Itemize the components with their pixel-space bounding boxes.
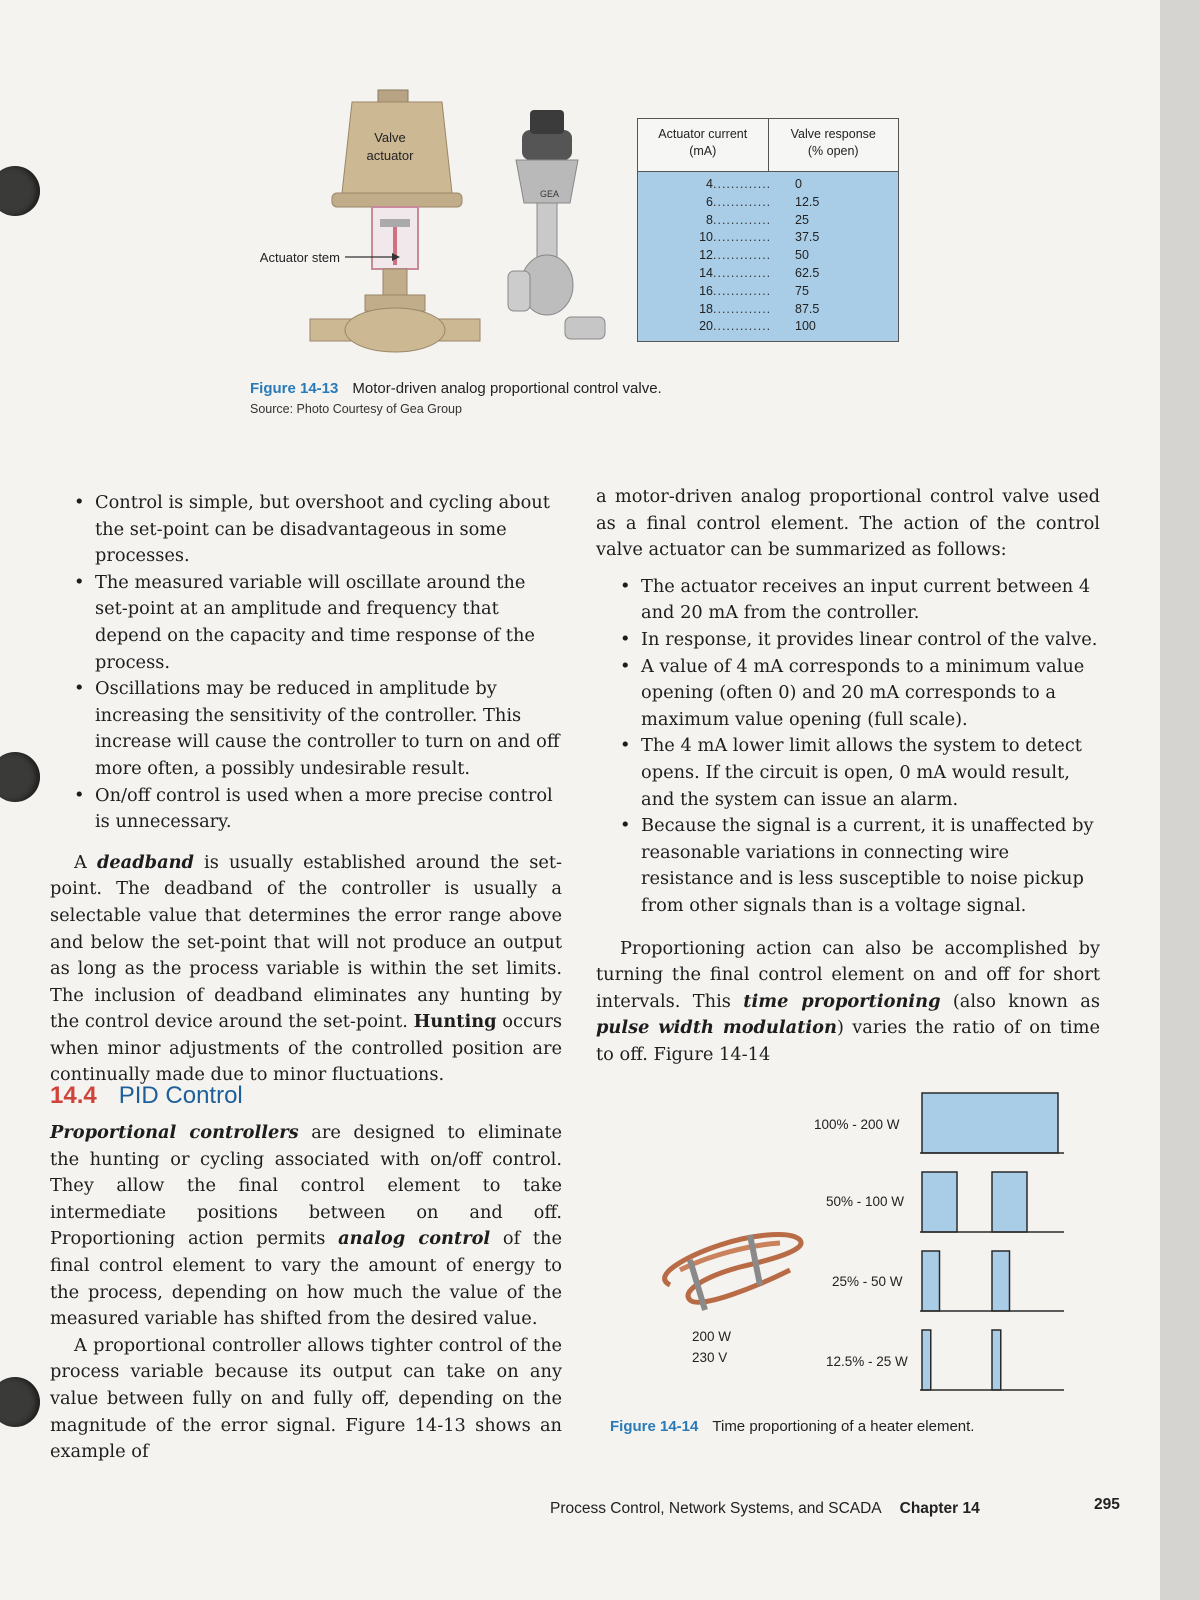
valve-actuator-label: Valve <box>374 130 406 145</box>
table-row <box>638 318 898 336</box>
current-cell: 4 <box>706 177 713 191</box>
list-item: • Because the signal is a current, it is unaffected by reasonable variations in connecting wire resistance and is less susceptible to noise pickup from other signals than is a voltage signal. <box>596 813 1100 919</box>
right-column <box>596 484 1100 1068</box>
left-bullet-list <box>50 490 562 836</box>
current-cell: 18 <box>699 301 713 316</box>
list-item: • The actuator receives an input current between 4 and 20 mA from the controller. <box>596 574 1100 627</box>
table-row <box>638 265 898 283</box>
intro-paragraph: a motor-driven analog proportional control valve used as a final control element. The action of the control valve actuator can be summarized as follows: <box>596 486 1100 561</box>
list-item: • In response, it provides linear control of the valve. <box>596 627 1100 654</box>
chapter-label: Chapter 14 <box>899 1500 980 1517</box>
section-heading: 14.4 PID Control <box>50 1082 243 1109</box>
page-number: 295 <box>1094 1496 1120 1513</box>
binder-hole <box>0 1377 40 1427</box>
response-cell: 50 <box>795 248 809 263</box>
pwm-pulse <box>992 1251 1010 1311</box>
waveform-label: 50% - 100 W <box>826 1194 905 1209</box>
figure-14-13-caption: Figure 14-13 Motor-driven analog proportional control valve. <box>250 380 662 397</box>
current-cell: 8 <box>706 212 713 227</box>
table-row <box>638 176 898 194</box>
valve-actuator-label: actuator <box>366 148 414 163</box>
binder-hole <box>0 752 40 802</box>
response-cell: 75 <box>795 283 809 298</box>
page-edge <box>1160 0 1200 1600</box>
current-cell: 10 <box>699 230 713 245</box>
left-column <box>50 490 562 1089</box>
figure-source: Source: Photo Courtesy of Gea Group <box>250 402 462 416</box>
current-cell: 20 <box>699 319 713 334</box>
response-cell: 37.5 <box>795 230 820 245</box>
waveform-label: 25% - 50 W <box>832 1274 903 1289</box>
table-row <box>638 229 898 247</box>
response-cell: 0 <box>795 177 802 191</box>
actuator-stem-label: Actuator stem <box>259 250 340 265</box>
table-row <box>638 247 898 265</box>
leader-dots: ............. <box>713 248 772 263</box>
heater-rating: 200 W <box>692 1329 732 1344</box>
waveform-3 <box>920 1251 1064 1311</box>
pwm-waveforms <box>920 1085 1080 1395</box>
current-cell: 12 <box>699 248 713 263</box>
figure-14-14-caption: Figure 14-14 Time proportioning of a heater element. <box>610 1418 975 1435</box>
book-title: Process Control, Network Systems, and SCADA <box>550 1500 882 1517</box>
proportional-paragraph-2: A proportional controller allows tighter control of the process variable because its output can take on any value between fully on and fully off, depending on the magnitude of the error signal. Figure 14-13 shows an example of <box>50 1334 562 1463</box>
list-item: • Oscillations may be reduced in amplitude by increasing the sensitivity of the controller. This increase will cause the controller to turn on and off more often, a possibly undesirable result. <box>50 676 562 782</box>
current-cell: 16 <box>699 283 713 298</box>
binder-hole <box>0 166 40 216</box>
waveform-label: 100% - 200 W <box>814 1117 900 1132</box>
pwm-pulse <box>922 1251 940 1311</box>
left-column-pid <box>50 1120 562 1466</box>
page-footer <box>550 1496 1130 1518</box>
pwm-pulse <box>922 1172 957 1232</box>
response-cell: 62.5 <box>795 265 820 280</box>
leader-dots: ............. <box>713 194 772 209</box>
waveform-4 <box>920 1330 1064 1390</box>
waveform-label: 12.5% - 25 W <box>826 1354 908 1369</box>
proportional-paragraph: Proportional controllers are designed to eliminate the hunting or cycling associated with on/off control. They allow the final control element to take intermediate positions between on and off. Proportioning action permits analog control of the final control element to vary the amount of energy to the process, depending on how much the value of the measured variable has shifted from the desired value. <box>50 1122 562 1330</box>
response-cell: 87.5 <box>795 301 820 316</box>
pwm-pulse <box>992 1172 1027 1232</box>
pwm-pulse <box>992 1330 1001 1390</box>
list-item: • Control is simple, but overshoot and cycling about the set-point can be disadvantageous in some processes. <box>50 490 562 570</box>
leader-dots: ............. <box>713 301 772 316</box>
list-item: • The measured variable will oscillate around the set-point at an amplitude and frequency that depend on the capacity and time response of the process. <box>50 570 562 676</box>
list-item: • A value of 4 mA corresponds to a minimum value opening (often 0) and 20 mA corresponds to a maximum value opening (full scale). <box>596 654 1100 734</box>
pwm-pulse <box>922 1093 1058 1153</box>
valve-illustration <box>240 85 630 375</box>
table-row <box>638 283 898 301</box>
leader-dots: ............. <box>713 319 772 334</box>
table-body <box>638 172 898 341</box>
time-proportioning-paragraph: Proportioning action can also be accomplished by turning the final control element on and off for short intervals. This time proportioning (also known as pulse width modulation) varies the ratio of on time to off. Figure 14-14 <box>596 937 1100 1065</box>
table-row <box>638 301 898 319</box>
waveform-1 <box>920 1093 1064 1153</box>
deadband-paragraph: A deadband is usually established around the set-point. The deadband of the controller is usually a selectable value that determines the error range above and below the set-point that will not produce an output as long as the process variable is within the set limits. The inclusion of deadband eliminates any hunting by the control device around the set-point. Hunting occurs when minor adjustments of the controlled position are continually made due to minor fluctuations. <box>50 851 563 1086</box>
list-item: • The 4 mA lower limit allows the system to detect opens. If the circuit is open, 0 mA would result, and the system can issue an alarm. <box>596 733 1100 813</box>
table-header-response: Valve response (% open) <box>790 127 876 158</box>
current-cell: 14 <box>699 265 713 280</box>
table-row <box>638 212 898 230</box>
leader-dots: ............. <box>713 177 772 191</box>
list-item: • On/off control is used when a more precise control is unnecessary. <box>50 783 562 836</box>
leader-dots: ............. <box>713 283 772 298</box>
right-bullet-list <box>596 574 1100 920</box>
leader-dots: ............. <box>713 230 772 245</box>
leader-dots: ............. <box>713 212 772 227</box>
current-response-table <box>637 118 899 342</box>
waveform-2 <box>920 1172 1064 1232</box>
heater-voltage: 230 V <box>692 1350 728 1365</box>
pwm-pulse <box>922 1330 931 1390</box>
heater-element-illustration <box>650 1215 830 1325</box>
table-row <box>638 194 898 212</box>
current-cell: 6 <box>706 194 713 209</box>
response-cell: 100 <box>795 319 816 334</box>
response-cell: 12.5 <box>795 194 820 209</box>
leader-dots: ............. <box>713 265 772 280</box>
response-cell: 25 <box>795 212 809 227</box>
table-header-current: Actuator current (mA) <box>638 119 769 171</box>
brand-logo: GEA <box>540 189 560 199</box>
